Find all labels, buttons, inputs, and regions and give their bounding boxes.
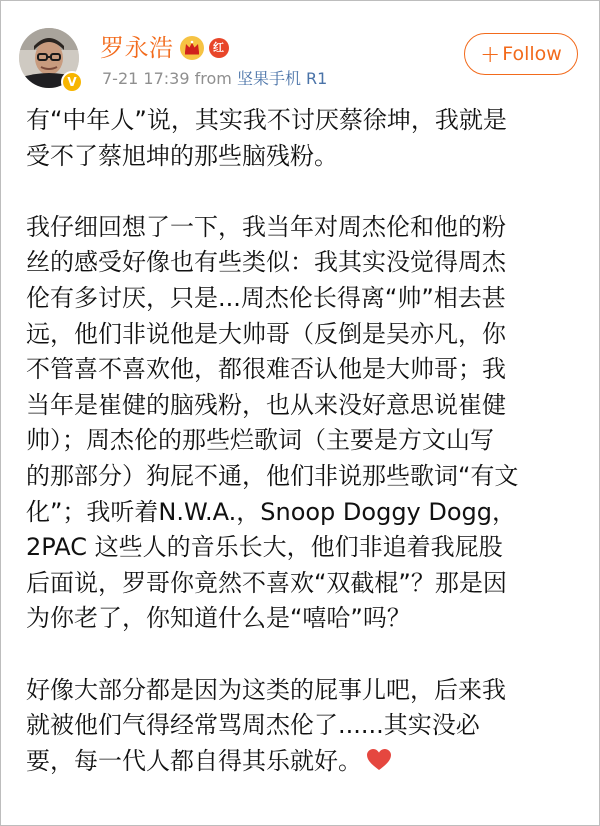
post-source-link[interactable]: 坚果手机 R1 bbox=[236, 69, 328, 88]
heart-icon bbox=[366, 748, 392, 772]
text-line-last bbox=[26, 744, 581, 780]
crown-icon bbox=[179, 35, 205, 61]
post-header bbox=[0, 0, 600, 110]
username[interactable]: 罗永浩 bbox=[100, 34, 174, 62]
verified-badge-icon: V bbox=[61, 71, 83, 93]
text-line: 我仔细回想了一下，我当年对周杰伦和他的粉 bbox=[26, 212, 506, 241]
hong-badge-icon: 红 bbox=[209, 38, 229, 58]
text-line: 当年是崔健的脑残粉，也从来没好意思说崔健 bbox=[26, 390, 506, 419]
text-line: 要，每一代人都自得其乐就好。 bbox=[26, 746, 362, 775]
paragraph-3 bbox=[26, 673, 581, 780]
text-line: 好像大部分都是因为这类的屁事儿吧，后来我 bbox=[26, 675, 506, 704]
from-label: from bbox=[194, 69, 232, 88]
text-line: 有“中年人”说，其实我不讨厌蔡徐坤，我就是 bbox=[26, 106, 507, 134]
text-line: 为你老了，你知道什么是“嘻哈”吗？ bbox=[26, 604, 411, 633]
text-line: 丝的感受好像也有些类似：我其实没觉得周杰 bbox=[26, 248, 506, 277]
text-line: 帅）；周杰伦的那些烂歌词（主要是方文山写 bbox=[26, 426, 494, 455]
paragraph-2 bbox=[26, 210, 581, 637]
paragraph-1 bbox=[26, 103, 581, 174]
text-line: 2PAC 这些人的音乐长大，他们非追着我屁股 bbox=[26, 533, 503, 562]
follow-button[interactable] bbox=[464, 33, 578, 75]
author-name-row bbox=[100, 31, 229, 65]
post-time: 7-21 17:39 bbox=[102, 69, 190, 88]
text-line: 远，他们非说他是大帅哥（反倒是吴亦凡，你 bbox=[26, 319, 506, 348]
text-line: 不管喜不喜欢他，都很难否认他是大帅哥；我 bbox=[26, 355, 506, 384]
text-line: 的那部分）狗屁不通，他们非说那些歌词“有文 bbox=[26, 461, 519, 490]
text-line: 受不了蔡旭坤的那些脑残粉。 bbox=[26, 141, 338, 170]
follow-label: Follow bbox=[502, 43, 562, 65]
text-line: 后面说，罗哥你竟然不喜欢“双截棍”？那是因 bbox=[26, 568, 507, 597]
post-body bbox=[26, 103, 581, 779]
text-line: 就被他们气得经常骂周杰伦了......其实没必 bbox=[26, 711, 480, 740]
paragraph-gap bbox=[26, 637, 581, 673]
paragraph-gap bbox=[26, 174, 581, 210]
text-line: 伦有多讨厌，只是...周杰伦长得离“帅”相去甚 bbox=[26, 283, 506, 312]
text-line: 化”；我听着N.W.A.，Snoop Doggy Dogg， bbox=[26, 497, 517, 526]
plus-icon: + bbox=[480, 40, 501, 68]
post-meta bbox=[102, 68, 327, 90]
